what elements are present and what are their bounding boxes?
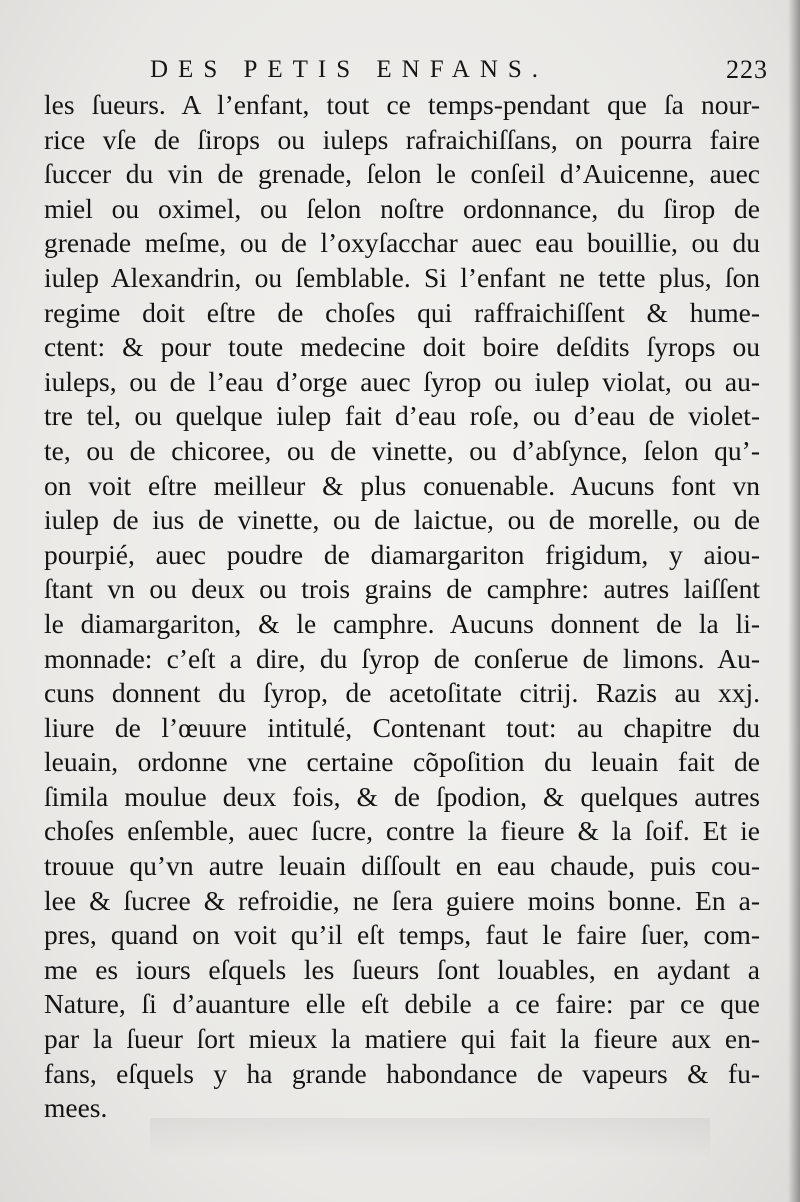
text-line: iulep Alexandrin, ou ſemblable. Si l’enfant ne tette plus, ſon: [44, 261, 760, 293]
text-line: on voit eſtre meilleur & plus conuenable. Aucuns font vn: [44, 469, 760, 501]
text-line: par la ſueur ſort mieux la matiere qui fait la fieure aux en-: [44, 1023, 760, 1055]
text-line: te, ou de chicoree, ou de vinette, ou d’abſynce, ſelon qu’-: [44, 434, 760, 466]
text-line: iulep de ius de vinette, ou de laictue, ou de morelle, ou de: [44, 504, 760, 536]
text-line: ſuccer du vin de grenade, ſelon le conſeil d’Auicenne, auec: [44, 158, 760, 190]
text-line: lee & ſucree & refroidie, ne ſera guiere moins bonne. En a-: [44, 884, 760, 916]
text-line: trouue qu’vn autre leuain diſſoult en eau chaude, puis cou-: [44, 850, 760, 882]
running-title: DES PETIS ENFANS.: [150, 56, 549, 83]
text-line: pourpié, auec poudre de diamargariton frigidum, y aiou-: [44, 538, 760, 570]
text-line: Nature, ſi d’auanture elle eſt debile a ce faire: par ce que: [44, 988, 760, 1020]
text-line: iuleps, ou de l’eau d’orge auec ſyrop ou iulep violat, ou au-: [44, 365, 760, 397]
text-line: monnade: c’eſt a dire, du ſyrop de conſerue de limons. Au-: [44, 642, 760, 674]
text-line: pres, quand on voit qu’il eſt temps, faut le faire ſuer, com-: [44, 919, 760, 951]
text-line: rice vſe de ſirops ou iuleps rafraichiſſans, on pourra faire: [44, 123, 760, 155]
text-line: fans, eſquels y ha grande habondance de vapeurs & fu-: [44, 1057, 760, 1089]
text-line: ſimila moulue deux fois, & de ſpodion, & quelques autres: [44, 780, 760, 812]
text-line: grenade meſme, ou de l’oxyſacchar auec eau bouillie, ou du: [44, 227, 760, 259]
page-edge-shadow: [788, 0, 800, 1202]
text-line: le diamargariton, & le camphre. Aucuns donnent de la li-: [44, 607, 760, 639]
text-line: tre tel, ou quelque iulep fait d’eau roſe, ou d’eau de violet-: [44, 400, 760, 432]
show-through-shadow: [150, 1118, 710, 1158]
page-header: [150, 52, 770, 88]
text-line: les ſueurs. A l’enfant, tout ce temps-pendant que ſa nour-: [44, 89, 760, 120]
text-line: ſtant vn ou deux ou trois grains de camphre: autres laiſſent: [44, 573, 760, 605]
text-line: regime doit eſtre de choſes qui raffraichiſſent & hume-: [44, 296, 760, 328]
text-line: leuain, ordonne vne certaine cõpoſition du leuain fait de: [44, 746, 760, 778]
text-line: ctent: & pour toute medecine doit boire deſdits ſyrops ou: [44, 331, 760, 363]
text-line: cuns donnent du ſyrop, de acetoſitate citrij. Razis au xxj.: [44, 677, 760, 709]
text-line: me es iours eſquels les ſueurs ſont louables, en aydant a: [44, 953, 760, 985]
text-line: choſes enſemble, auec ſucre, contre la fieure & la ſoif. Et ie: [44, 815, 760, 847]
text-line: miel ou oximel, ou ſelon noſtre ordonnance, du ſirop de: [44, 192, 760, 224]
text-line: liure de l’œuure intitulé, Contenant tout: au chapitre du: [44, 711, 760, 743]
body-text: [44, 88, 760, 1126]
page-number: 223: [726, 55, 768, 84]
text-line: mees.: [44, 1092, 108, 1124]
